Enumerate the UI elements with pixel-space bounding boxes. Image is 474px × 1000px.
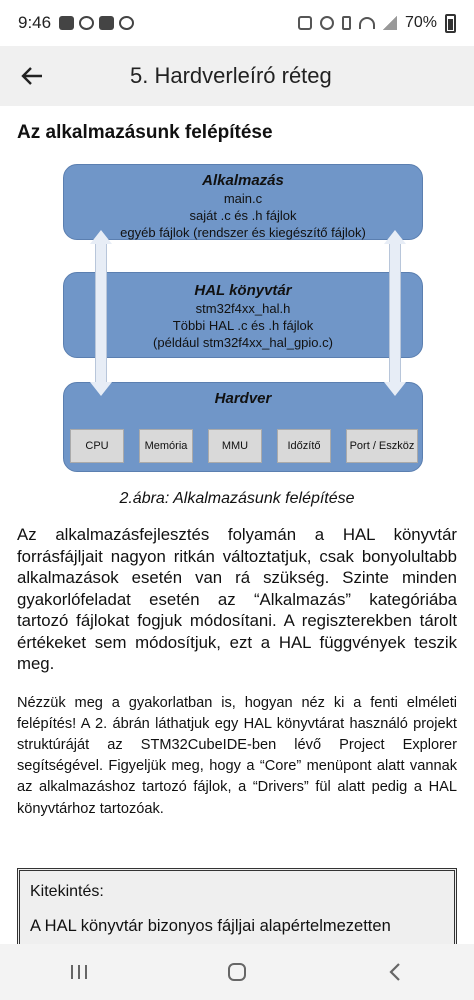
home-button[interactable] — [207, 952, 267, 992]
hardware-title: Hardver — [214, 390, 272, 407]
back-icon — [388, 962, 402, 982]
chip-cpu: CPU — [70, 429, 124, 463]
double-arrow-icon — [389, 242, 401, 384]
figure-caption: 2.ábra: Alkalmazásunk felépítése — [119, 490, 355, 507]
application-line: saját .c és .h fájlok — [189, 208, 297, 223]
hal-title: HAL könyvtár — [194, 282, 292, 299]
messenger-icon — [119, 16, 134, 30]
hal-box — [63, 272, 423, 358]
paragraph: Az alkalmazásfejlesztés folyamán a HAL könyvtár forrásfájljait nagyon ritkán változtatjuk, csak bonyolultabb alkalmazások esetén van rá szükség. Szinte minden gyakorlófeladat esetén az “Alkalmazás” kategóriába tartozó fájlokat fogjuk módosítani. A regiszterekben tárolt értékeket sem módosítjuk, ezt a HAL függvények teszik meg. — [17, 525, 457, 673]
page-title: 5. Hardverleíró réteg — [130, 63, 332, 88]
hal-line: Többi HAL .c és .h fájlok — [172, 318, 314, 333]
application-title: Alkalmazás — [202, 172, 284, 189]
recents-button[interactable] — [49, 952, 109, 992]
application-line: egyéb fájlok (rendszer és kiegészítő fájlok) — [120, 225, 366, 240]
battery-percent: 70% — [404, 14, 437, 31]
chip-mmu: MMU — [208, 429, 262, 463]
outlook-title: Kitekintés: — [30, 882, 104, 900]
outlook-box — [17, 868, 457, 944]
status-time: 9:46 — [18, 13, 52, 32]
home-icon — [228, 963, 246, 981]
battery-icon — [445, 14, 456, 33]
back-button[interactable] — [0, 46, 64, 106]
article-content[interactable] — [0, 106, 474, 944]
notification-icons — [59, 16, 134, 30]
arrow-left-icon — [21, 66, 43, 86]
youtube-icon — [59, 16, 74, 30]
outlook-body: A HAL könyvtár bizonyos fájljai alapértelmezetten — [30, 916, 391, 935]
system-nav-bar — [0, 944, 474, 1000]
architecture-figure — [63, 164, 423, 474]
nav-back-button[interactable] — [365, 952, 425, 992]
signal-icon — [383, 16, 397, 30]
hal-line: stm32f4xx_hal.h — [195, 301, 291, 316]
application-line: main.c — [223, 191, 263, 206]
chip-memory: Memória — [139, 429, 193, 463]
recents-icon — [69, 963, 89, 981]
lock-icon — [298, 16, 312, 30]
chip-port: Port / Eszköz — [346, 429, 418, 463]
app-bar — [0, 46, 474, 106]
hardware-box — [63, 382, 423, 472]
hardware-chips — [70, 429, 418, 463]
gallery-icon — [99, 16, 114, 30]
alarm-icon — [320, 16, 334, 30]
paragraph: Nézzük meg a gyakorlatban is, hogyan néz ki a fenti elméleti felépítés! A 2. ábrán láthatjuk egy HAL könyvtárat használó projekt struktúráját az STM32CubeIDE-ben lévő Project Explorer segítségével. Figyeljük meg, hogy a “Core” menüpont alatt vannak az alkalmazáshoz tartozó fájlok, a “Drivers” fül alatt pedig a HAL könyvtárhoz tartozóak. — [17, 694, 457, 817]
section-heading: Az alkalmazásunk felépítése — [17, 122, 273, 143]
status-bar — [0, 0, 474, 46]
bluetooth-icon — [342, 16, 351, 30]
application-box — [63, 164, 423, 240]
double-arrow-icon — [95, 242, 107, 384]
wifi-icon — [359, 17, 375, 29]
hal-line: (például stm32f4xx_hal_gpio.c) — [153, 335, 333, 350]
chip-timer: Időzítő — [277, 429, 331, 463]
settings-icon — [79, 16, 94, 30]
